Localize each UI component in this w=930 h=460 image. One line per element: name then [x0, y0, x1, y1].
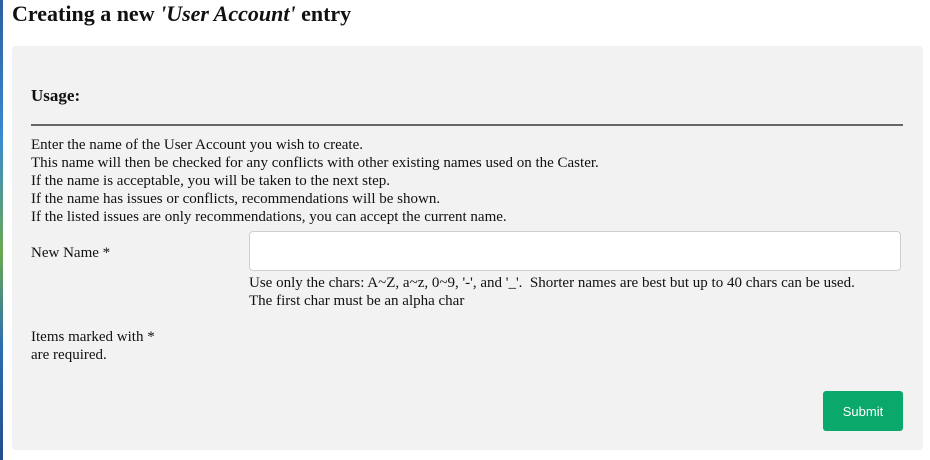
- required-note: [31, 328, 155, 364]
- usage-line: If the name is acceptable, you will be taken to the next step.: [31, 173, 391, 189]
- form-panel: [12, 46, 923, 450]
- usage-line: Enter the name of the User Account you wish to create.: [31, 137, 363, 153]
- usage-line: If the name has issues or conflicts, recommendations will be shown.: [31, 191, 441, 207]
- new-name-help: [249, 274, 855, 310]
- usage-line: If the listed issues are only recommendations, you can accept the current name.: [31, 209, 507, 225]
- help-line: The first char must be an alpha char: [249, 293, 465, 309]
- help-line: Use only the chars: A~Z, a~z, 0~9, '-', and '_'. Shorter names are best but up to 40 chars can be used.: [249, 275, 855, 291]
- page-title-entity: 'User Account': [160, 1, 296, 26]
- required-note-line: are required.: [31, 347, 107, 363]
- usage-divider: [31, 124, 903, 126]
- usage-heading: Usage:: [31, 86, 81, 105]
- submit-button[interactable]: Submit: [823, 391, 903, 431]
- usage-line: This name will then be checked for any conflicts with other existing names used on the Caster.: [31, 155, 599, 171]
- new-name-label: New Name *: [31, 245, 111, 261]
- usage-instructions: [31, 136, 599, 226]
- required-note-line: Items marked with *: [31, 329, 155, 345]
- page-title-prefix: Creating a new: [12, 1, 161, 26]
- new-name-input[interactable]: [249, 231, 901, 271]
- page-title: [12, 0, 351, 28]
- page-title-suffix: entry: [295, 1, 352, 26]
- window-edge-strip: [0, 0, 3, 460]
